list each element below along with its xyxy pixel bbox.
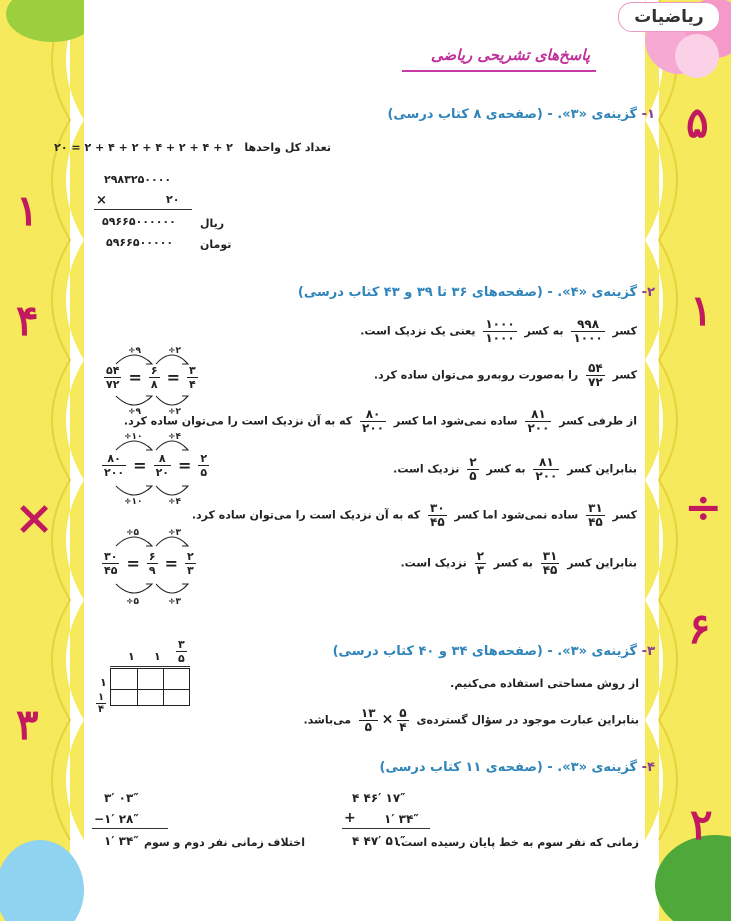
- fraction-81-200: [533, 456, 559, 483]
- q4-add-sign: +: [344, 810, 356, 826]
- q4-add-label: زمانی که نفر سوم به خط پایان رسیده است.: [396, 836, 639, 849]
- div-label: ÷۹: [128, 346, 142, 356]
- fraction-numerator: ۱: [98, 692, 105, 703]
- fraction-denominator: ۹: [148, 564, 156, 577]
- fraction-denominator: ۷۲: [588, 375, 603, 389]
- fraction-2-3: [475, 550, 486, 577]
- grid-left-fraction: [96, 692, 106, 715]
- fraction-81-200: [525, 408, 551, 435]
- equals-sign: =: [128, 368, 142, 387]
- fraction: [102, 550, 119, 577]
- area-grid: [110, 668, 190, 706]
- fraction-numerator: ۵۴: [106, 364, 120, 377]
- div-label: ÷۲: [168, 346, 182, 356]
- fraction-31-45: [586, 502, 605, 529]
- grid-left-label: ۱: [100, 676, 107, 689]
- simplify-diagram-54-72: [96, 344, 206, 416]
- q1-units-label: تعداد کل واحدها: [244, 141, 331, 154]
- fraction-numerator: ۳۱: [588, 501, 603, 515]
- fraction: [187, 364, 198, 391]
- subject-badge-label: ریاضیات: [634, 7, 704, 27]
- fraction-numerator: ۸۰: [102, 452, 126, 466]
- fraction: [154, 452, 171, 479]
- fraction: [149, 364, 160, 391]
- div-label: ÷۱۰: [124, 432, 143, 442]
- fraction-denominator: ۳: [186, 564, 194, 577]
- title-underline: [402, 70, 596, 72]
- fraction-numerator: ۶: [148, 550, 156, 563]
- fraction-denominator: ۱۰۰۰: [485, 331, 515, 345]
- fraction-1000-1000: [483, 318, 516, 345]
- q4-sub-label: اختلاف زمانی نفر دوم و سوم: [143, 836, 305, 849]
- fraction-numerator: ۲: [476, 549, 484, 563]
- q1-rial-label: ریال: [200, 217, 225, 230]
- q3-line2-text-a: بنابراین عبارت موجود در سؤال گسترده‌ی: [416, 713, 639, 727]
- q1-heading: [387, 107, 655, 122]
- fraction-numerator: ۳: [188, 364, 196, 377]
- q1-result-toman: ۵۹۶۶۵۰۰۰۰۰: [106, 236, 174, 249]
- side-numeral: ۶: [688, 604, 711, 653]
- q1-mult-sign: ×: [96, 193, 107, 208]
- q3-heading: [333, 644, 655, 659]
- q2-l3-text-a: از طرفی کسر: [559, 414, 637, 428]
- q4-add-row-1: ۴ ۴۶′ ۱۷″: [352, 791, 406, 805]
- times-sign: ×: [381, 711, 394, 728]
- fraction-numerator: ۵۴: [588, 361, 603, 375]
- fraction: [104, 364, 121, 391]
- q2-line-5: [192, 502, 637, 529]
- fraction-denominator: ۲۰۰: [527, 421, 550, 435]
- q1-mult-factor: ۲۰: [166, 193, 180, 206]
- fraction-numerator: ۵: [399, 706, 407, 720]
- grid-top-label: ۱: [128, 650, 135, 663]
- fraction-numerator: ۶: [150, 364, 158, 377]
- q4-sub-rule: [92, 828, 168, 829]
- q3-line2-text-b: می‌باشد.: [303, 713, 352, 727]
- div-label: ÷۳: [168, 597, 182, 606]
- q2-l5-text-c: که به آن نزدیک است را می‌توان ساده کرد.: [191, 508, 421, 522]
- q4-sub-result: ۱′ ۳۴″: [104, 834, 139, 848]
- q2-l6-text-b: به کسر: [493, 556, 533, 570]
- equals-sign: =: [166, 368, 180, 387]
- equals-sign: =: [164, 554, 178, 573]
- q2-l5-text-a: کسر: [612, 508, 637, 522]
- fraction-denominator: ۷۲: [106, 378, 120, 391]
- fraction-80-200: [360, 408, 386, 435]
- fraction-denominator: ۴۵: [104, 564, 118, 577]
- q4-add-result: ۴ ۴۷′ ۵۱″: [352, 834, 406, 848]
- q3-number: ۳-: [641, 644, 655, 659]
- q2-heading-text: گزینه‌ی «۴». - (صفحه‌های ۳۶ تا ۳۹ و ۴۳ کتاب درسی): [297, 285, 638, 300]
- div-label: ÷۱۰: [124, 497, 143, 506]
- fraction-denominator: ۵: [469, 469, 477, 483]
- simplify-diagram-80-200: [96, 430, 206, 506]
- q4-number: ۴-: [641, 760, 655, 775]
- div-label: ÷۹: [128, 407, 142, 416]
- q1-number: ۱-: [641, 107, 655, 122]
- q2-line-2: [374, 362, 637, 389]
- q2-l1-text-b: به کسر: [524, 324, 564, 338]
- div-label: ÷۴: [168, 432, 182, 442]
- q2-l4-text-c: نزدیک است.: [393, 462, 460, 476]
- q1-units-row: [54, 141, 331, 154]
- fraction-numerator: ۳۰: [430, 501, 445, 515]
- page-title-box: [396, 40, 596, 74]
- fraction-denominator: ۵: [200, 466, 208, 479]
- fraction: [102, 452, 126, 479]
- q2-l2-text-b: را به‌صورت روبه‌رو می‌توان ساده کرد.: [373, 368, 579, 382]
- q2-l1-text-a: کسر: [612, 324, 637, 338]
- page-title: پاسخ‌های تشریحی ریاضی: [430, 46, 590, 64]
- fraction-numerator: ۲: [469, 455, 477, 469]
- q2-l4-text-a: بنابراین کسر: [567, 462, 637, 476]
- fraction: [147, 550, 158, 577]
- q4-add-row-2: ۱′ ۳۴″: [384, 812, 419, 826]
- side-numeral: ۱: [16, 186, 39, 235]
- q2-line-1: [360, 318, 637, 345]
- fraction-numerator: ۳۰: [104, 550, 118, 563]
- div-label: ÷۲: [168, 407, 182, 416]
- fraction-denominator: ۲۰۰: [362, 421, 385, 435]
- fraction-998-1000: [571, 318, 604, 345]
- side-numeral: ÷: [684, 480, 723, 534]
- div-label: ÷۵: [126, 528, 140, 538]
- side-numeral: ۱: [690, 286, 713, 335]
- q1-heading-text: گزینه‌ی «۳». - (صفحه‌ی ۸ کتاب درسی): [387, 107, 638, 122]
- fraction-denominator: ۵: [364, 720, 372, 734]
- area-model-diagram: [88, 638, 198, 718]
- fraction-denominator: ۴۵: [430, 515, 445, 529]
- fraction-30-45: [428, 502, 447, 529]
- fraction-numerator: ۲: [200, 452, 208, 465]
- q4-heading-text: گزینه‌ی «۳». - (صفحه‌ی ۱۱ کتاب درسی): [379, 760, 638, 775]
- q2-l3-text-c: که به آن نزدیک است را می‌توان ساده کرد.: [123, 414, 353, 428]
- fraction-denominator: ۲۰۰: [535, 469, 558, 483]
- q4-sub-row-2: −۱′ ۲۸″: [94, 812, 139, 826]
- q1-result-rial: ۵۹۶۶۵۰۰۰۰۰۰: [102, 215, 176, 228]
- q2-l2-text-a: کسر: [612, 368, 637, 382]
- div-label: ÷۳: [168, 528, 182, 538]
- q2-l6-text-a: بنابراین کسر: [567, 556, 637, 570]
- fraction: [198, 452, 209, 479]
- fraction-13-5: [359, 707, 378, 734]
- side-numeral: ×: [14, 490, 55, 546]
- grid-top-fraction: [176, 638, 187, 665]
- q1-mult-rule: [94, 209, 192, 210]
- fraction-numerator: ۸۱: [525, 408, 551, 422]
- q4-add-rule: [342, 828, 430, 829]
- fraction-denominator: ۲۰۰: [104, 466, 125, 479]
- equals-sign: =: [178, 456, 192, 475]
- q3-line-2: [304, 707, 640, 734]
- side-numeral: ۳: [16, 700, 39, 749]
- fraction-numerator: ۱۳: [360, 706, 376, 720]
- left-decorative-frame: [0, 0, 84, 921]
- q2-l5-text-b: ساده نمی‌شود اما کسر: [454, 508, 579, 522]
- fraction-numerator: ۱۰۰۰: [485, 317, 515, 331]
- side-numeral: ۵: [686, 98, 709, 147]
- q4-heading: [380, 760, 656, 775]
- fraction-denominator: ۸: [150, 378, 158, 391]
- fraction-denominator: ۱۰۰۰: [573, 331, 603, 345]
- q2-l6-text-c: نزدیک است.: [400, 556, 467, 570]
- fraction-denominator: ۳: [476, 563, 484, 577]
- fraction-denominator: ۴: [399, 720, 407, 734]
- fraction-denominator: ۲۰: [155, 466, 169, 479]
- fraction-numerator: ۲: [186, 550, 194, 563]
- q1-mult-top: ۲۹۸۳۲۵۰۰۰۰: [104, 173, 172, 186]
- fraction-denominator: ۴: [188, 378, 196, 391]
- q3-heading-text: گزینه‌ی «۳». - (صفحه‌های ۳۴ و ۴۰ کتاب درسی): [332, 644, 638, 659]
- q3-line-1: از روش مساحتی استفاده می‌کنیم.: [450, 677, 639, 690]
- fraction-numerator: ۸۱: [533, 456, 559, 470]
- fraction-numerator: ۳: [178, 638, 185, 651]
- q2-l1-text-c: یعنی یک نزدیک است.: [360, 324, 476, 338]
- subject-badge: [618, 2, 720, 32]
- q2-number: ۲-: [641, 285, 655, 300]
- q1-units-expr: ۲ + ۴ + ۲ + ۴ + ۲ + ۴ + ۲ = ۲۰: [54, 141, 233, 154]
- simplify-diagram-30-45: [96, 526, 206, 606]
- q2-heading: [298, 285, 655, 300]
- grid-top-rule: [110, 666, 190, 667]
- q2-l4-text-b: به کسر: [486, 462, 526, 476]
- fraction-numerator: ۸۰: [360, 408, 386, 422]
- fraction-denominator: ۵: [178, 652, 185, 665]
- fraction-denominator: ۴۵: [588, 515, 603, 529]
- q1-toman-label: تومان: [200, 238, 232, 251]
- q4-sub-row-1: ۳′ ۰۳″: [104, 791, 139, 805]
- fraction-denominator: ۴: [98, 704, 105, 715]
- fraction-2-5: [467, 456, 478, 483]
- fraction-5-4: [397, 707, 408, 734]
- fraction-numerator: ۳۱: [542, 549, 558, 563]
- div-label: ÷۵: [126, 597, 140, 606]
- div-label: ÷۴: [168, 497, 182, 506]
- fraction-31-45: [541, 550, 560, 577]
- fraction-numerator: ۸: [154, 452, 171, 466]
- q2-line-6: [401, 550, 638, 577]
- side-numeral: ۲: [690, 800, 713, 849]
- grid-top-label: ۱: [154, 650, 161, 663]
- fraction: [185, 550, 196, 577]
- side-numeral: ۴: [16, 296, 39, 345]
- equals-sign: =: [133, 456, 147, 475]
- fraction-54-72: [586, 362, 605, 389]
- q2-l3-text-b: ساده نمی‌شود اما کسر: [393, 414, 518, 428]
- fraction-numerator: ۹۹۸: [571, 318, 604, 332]
- fraction-denominator: ۴۵: [542, 563, 558, 577]
- q2-line-4: [393, 456, 637, 483]
- equals-sign: =: [126, 554, 140, 573]
